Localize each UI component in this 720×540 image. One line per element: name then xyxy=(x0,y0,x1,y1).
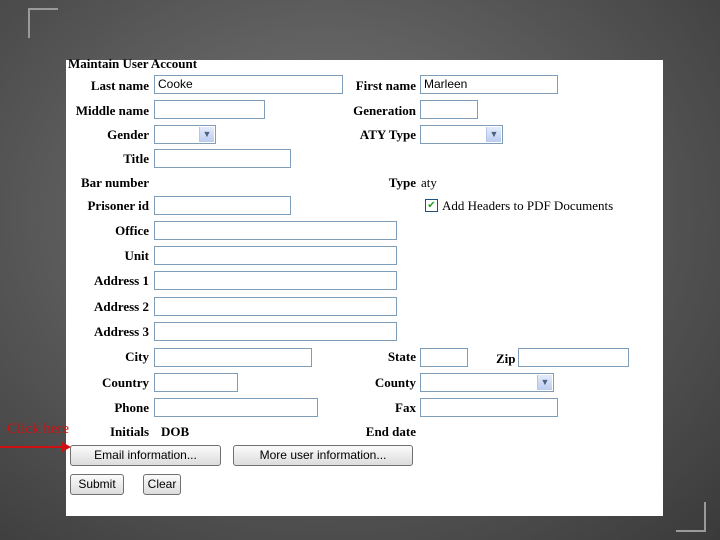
country-input[interactable] xyxy=(154,373,238,392)
prisoner-id-label: Prisoner id xyxy=(87,198,149,213)
first-name-input[interactable]: Marleen xyxy=(420,75,558,94)
middle-name-input[interactable] xyxy=(154,100,265,119)
country-label: Country xyxy=(102,375,149,390)
middle-name-label: Middle name xyxy=(75,103,149,118)
address2-input[interactable] xyxy=(154,297,397,316)
initials-label: Initials xyxy=(109,424,149,439)
add-headers-checkbox[interactable]: ✔ xyxy=(425,199,438,212)
address3-label: Address 3 xyxy=(93,324,149,339)
fax-input[interactable] xyxy=(420,398,558,417)
city-input[interactable] xyxy=(154,348,312,367)
chevron-down-icon[interactable]: ▼ xyxy=(199,127,214,142)
type-label: Type xyxy=(388,175,416,190)
chevron-down-icon[interactable]: ▼ xyxy=(486,127,501,142)
bar-number-label: Bar number xyxy=(80,175,149,190)
gender-select[interactable] xyxy=(154,125,216,144)
city-label: City xyxy=(125,349,149,364)
unit-label: Unit xyxy=(124,248,149,263)
more-user-information-button[interactable]: More user information... xyxy=(233,445,413,466)
office-input[interactable] xyxy=(154,221,397,240)
last-name-input[interactable]: Cooke xyxy=(154,75,343,94)
arrow-right-icon xyxy=(0,440,72,454)
type-value: aty xyxy=(421,175,437,190)
slide-corner-decoration xyxy=(676,502,706,532)
unit-input[interactable] xyxy=(154,246,397,265)
address3-input[interactable] xyxy=(154,322,397,341)
end-date-label: End date xyxy=(365,424,416,439)
address2-label: Address 2 xyxy=(93,299,149,314)
zip-input[interactable] xyxy=(518,348,629,367)
address1-input[interactable] xyxy=(154,271,397,290)
phone-label: Phone xyxy=(114,400,149,415)
title-label: Title xyxy=(123,151,149,166)
clear-button[interactable]: Clear xyxy=(143,474,181,495)
county-select[interactable] xyxy=(420,373,554,392)
maintain-user-account-form xyxy=(66,56,663,516)
submit-button[interactable]: Submit xyxy=(70,474,124,495)
phone-input[interactable] xyxy=(154,398,318,417)
form-title: Maintain User Account xyxy=(68,56,198,71)
county-label: County xyxy=(374,375,416,390)
generation-input[interactable] xyxy=(420,100,478,119)
last-name-label: Last name xyxy=(90,78,149,93)
generation-label: Generation xyxy=(353,103,416,118)
prisoner-id-input[interactable] xyxy=(154,196,291,215)
chevron-down-icon[interactable]: ▼ xyxy=(537,375,552,390)
gender-label: Gender xyxy=(107,127,149,142)
add-headers-label: Add Headers to PDF Documents xyxy=(442,198,614,213)
aty-type-label: ATY Type xyxy=(359,127,416,142)
email-information-button[interactable]: Email information... xyxy=(70,445,221,466)
dob-label: DOB xyxy=(161,424,190,439)
title-input[interactable] xyxy=(154,149,291,168)
first-name-label: First name xyxy=(355,78,416,93)
slide-corner-decoration xyxy=(28,8,58,38)
fax-label: Fax xyxy=(395,400,416,415)
office-label: Office xyxy=(115,223,149,238)
click-here-annotation: Click here xyxy=(7,421,70,437)
aty-type-select[interactable] xyxy=(420,125,503,144)
address1-label: Address 1 xyxy=(93,273,149,288)
zip-label: Zip xyxy=(496,351,516,366)
state-input[interactable] xyxy=(420,348,468,367)
state-label: State xyxy=(387,349,416,364)
